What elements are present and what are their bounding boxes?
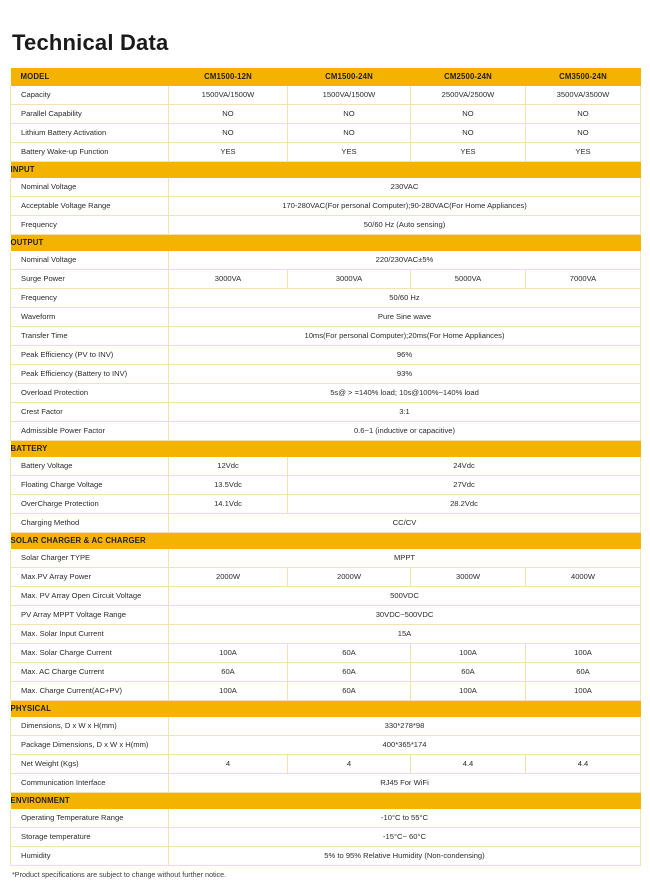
table-row — [11, 644, 641, 663]
table-row — [11, 549, 641, 568]
row-label: Humidity — [11, 847, 169, 866]
table-row — [11, 606, 641, 625]
row-value: 4.4 — [411, 755, 526, 774]
row-value: 100A — [411, 682, 526, 701]
row-label: Transfer Time — [11, 327, 169, 346]
row-value: 2000W — [288, 568, 411, 587]
row-value: 2000W — [169, 568, 288, 587]
row-label: Storage temperature — [11, 828, 169, 847]
row-value: 230VAC — [169, 178, 641, 197]
table-row — [11, 514, 641, 533]
row-value: 5% to 95% Relative Humidity (Non-condensing) — [169, 847, 641, 866]
row-label: Waveform — [11, 308, 169, 327]
row-value: 60A — [411, 663, 526, 682]
header-cell-model-2: CM1500-24N — [288, 68, 411, 86]
row-value: 5s@ > =140% load; 10s@100%~140% load — [169, 384, 641, 403]
row-label: Solar Charger TYPE — [11, 549, 169, 568]
row-value: 96% — [169, 346, 641, 365]
row-value: NO — [169, 105, 288, 124]
row-label: Max. Solar Charge Current — [11, 644, 169, 663]
row-value: -10°C to 55°C — [169, 809, 641, 828]
row-value: 28.2Vdc — [288, 495, 641, 514]
table-row — [11, 682, 641, 701]
row-label: Package Dimensions, D x W x H(mm) — [11, 736, 169, 755]
table-row — [11, 143, 641, 162]
row-value: 3000W — [411, 568, 526, 587]
row-value: 50/60 Hz — [169, 289, 641, 308]
section-header-physical — [11, 701, 641, 718]
technical-spec-table — [10, 68, 641, 866]
row-value: 170-280VAC(For personal Computer);90-280VAC(For Home Appliances) — [169, 197, 641, 216]
table-row — [11, 216, 641, 235]
row-value: 100A — [169, 644, 288, 663]
row-value: YES — [169, 143, 288, 162]
row-value: 7000VA — [526, 270, 641, 289]
table-row — [11, 197, 641, 216]
row-label: Overload Protection — [11, 384, 169, 403]
row-value: YES — [411, 143, 526, 162]
row-value: 220/230VAC±5% — [169, 251, 641, 270]
row-label: Battery Wake-up Function — [11, 143, 169, 162]
table-row — [11, 251, 641, 270]
row-value: MPPT — [169, 549, 641, 568]
section-header-label: INPUT — [11, 162, 641, 179]
row-value: NO — [526, 105, 641, 124]
row-label: Charging Method — [11, 514, 169, 533]
table-row — [11, 736, 641, 755]
table-row — [11, 365, 641, 384]
row-value: 50/60 Hz (Auto sensing) — [169, 216, 641, 235]
row-value: 500VDC — [169, 587, 641, 606]
row-value: 4.4 — [526, 755, 641, 774]
table-row — [11, 384, 641, 403]
row-value: 93% — [169, 365, 641, 384]
row-label: Max. PV Array Open Circuit Voltage — [11, 587, 169, 606]
table-row — [11, 346, 641, 365]
row-value: 330*278*98 — [169, 717, 641, 736]
row-label: Operating Temperature Range — [11, 809, 169, 828]
table-row — [11, 289, 641, 308]
row-label: Peak Efficiency (Battery to INV) — [11, 365, 169, 384]
row-value: 100A — [526, 682, 641, 701]
row-value: NO — [169, 124, 288, 143]
row-label: Acceptable Voltage Range — [11, 197, 169, 216]
row-label: Lithium Battery Activation — [11, 124, 169, 143]
row-value: 27Vdc — [288, 476, 641, 495]
table-row — [11, 625, 641, 644]
row-value: 1500VA/1500W — [169, 86, 288, 105]
row-label: PV Array MPPT Voltage Range — [11, 606, 169, 625]
table-row — [11, 403, 641, 422]
table-row — [11, 124, 641, 143]
row-value: 400*365*174 — [169, 736, 641, 755]
table-row — [11, 587, 641, 606]
table-row — [11, 809, 641, 828]
footnote: *Product specifications are subject to change without further notice. — [12, 870, 227, 879]
table-row — [11, 568, 641, 587]
table-row — [11, 828, 641, 847]
row-label: Parallel Capability — [11, 105, 169, 124]
table-row — [11, 717, 641, 736]
table-row — [11, 270, 641, 289]
row-value: 15A — [169, 625, 641, 644]
row-label: Frequency — [11, 289, 169, 308]
row-label: Communication Interface — [11, 774, 169, 793]
header-cell-model-1: CM1500-12N — [169, 68, 288, 86]
row-label: Admissible Power Factor — [11, 422, 169, 441]
header-cell-model-3: CM2500-24N — [411, 68, 526, 86]
table-row — [11, 105, 641, 124]
section-header-label: BATTERY — [11, 441, 641, 458]
row-value: 10ms(For personal Computer);20ms(For Home Appliances) — [169, 327, 641, 346]
row-label: Battery Voltage — [11, 457, 169, 476]
row-label: Surge Power — [11, 270, 169, 289]
row-value: NO — [411, 124, 526, 143]
row-value: 3000VA — [169, 270, 288, 289]
row-value: 14.1Vdc — [169, 495, 288, 514]
row-label: Crest Factor — [11, 403, 169, 422]
header-cell-model: MODEL — [11, 68, 169, 86]
row-value: 3:1 — [169, 403, 641, 422]
section-header-output — [11, 235, 641, 252]
row-label: Nominal Voltage — [11, 178, 169, 197]
header-cell-model-4: CM3500-24N — [526, 68, 641, 86]
page-title: Technical Data — [12, 30, 169, 55]
row-value: 0.6~1 (inductive or capacitive) — [169, 422, 641, 441]
table-row — [11, 774, 641, 793]
section-header-label: OUTPUT — [11, 235, 641, 252]
row-value: 3000VA — [288, 270, 411, 289]
row-value: 13.5Vdc — [169, 476, 288, 495]
row-value: 100A — [411, 644, 526, 663]
row-value: 30VDC~500VDC — [169, 606, 641, 625]
spec-table-wrapper — [10, 68, 640, 866]
row-value: 3500VA/3500W — [526, 86, 641, 105]
section-header-environment — [11, 793, 641, 810]
row-value: 60A — [169, 663, 288, 682]
section-header-label: SOLAR CHARGER & AC CHARGER — [11, 533, 641, 550]
row-value: 4 — [169, 755, 288, 774]
row-value: 4 — [288, 755, 411, 774]
row-label: OverCharge Protection — [11, 495, 169, 514]
table-row — [11, 457, 641, 476]
row-value: -15°C~ 60°C — [169, 828, 641, 847]
row-value: YES — [526, 143, 641, 162]
table-row — [11, 422, 641, 441]
row-label: Dimensions, D x W x H(mm) — [11, 717, 169, 736]
row-value: 60A — [288, 682, 411, 701]
row-value: 60A — [288, 644, 411, 663]
table-row — [11, 178, 641, 197]
table-row — [11, 755, 641, 774]
row-value: 12Vdc — [169, 457, 288, 476]
row-value: 4000W — [526, 568, 641, 587]
section-header-battery — [11, 441, 641, 458]
table-header-row — [11, 68, 641, 86]
row-value: 24Vdc — [288, 457, 641, 476]
row-value: 100A — [526, 644, 641, 663]
table-row — [11, 663, 641, 682]
row-label: Capacity — [11, 86, 169, 105]
table-row — [11, 495, 641, 514]
row-value: 5000VA — [411, 270, 526, 289]
row-value: Pure Sine wave — [169, 308, 641, 327]
row-label: Frequency — [11, 216, 169, 235]
table-row — [11, 308, 641, 327]
row-value: 100A — [169, 682, 288, 701]
row-value: YES — [288, 143, 411, 162]
row-value: CC/CV — [169, 514, 641, 533]
section-header-input — [11, 162, 641, 179]
row-value: 60A — [288, 663, 411, 682]
row-value: NO — [288, 124, 411, 143]
row-label: Peak Efficiency (PV to INV) — [11, 346, 169, 365]
section-header-label: ENVIRONMENT — [11, 793, 641, 810]
row-label: Floating Charge Voltage — [11, 476, 169, 495]
section-header-label: PHYSICAL — [11, 701, 641, 718]
row-label: Max. AC Charge Current — [11, 663, 169, 682]
row-value: 60A — [526, 663, 641, 682]
section-header-solar-ac-charger — [11, 533, 641, 550]
row-label: Max. Charge Current(AC+PV) — [11, 682, 169, 701]
row-value: NO — [288, 105, 411, 124]
row-label: Nominal Voltage — [11, 251, 169, 270]
table-row — [11, 86, 641, 105]
row-value: RJ45 For WiFi — [169, 774, 641, 793]
table-row — [11, 327, 641, 346]
row-label: Max. Solar Input Current — [11, 625, 169, 644]
row-label: Max.PV Array Power — [11, 568, 169, 587]
table-row — [11, 476, 641, 495]
row-value: 2500VA/2500W — [411, 86, 526, 105]
row-value: NO — [411, 105, 526, 124]
table-row — [11, 847, 641, 866]
row-value: 1500VA/1500W — [288, 86, 411, 105]
row-label: Net Weight (Kgs) — [11, 755, 169, 774]
row-value: NO — [526, 124, 641, 143]
